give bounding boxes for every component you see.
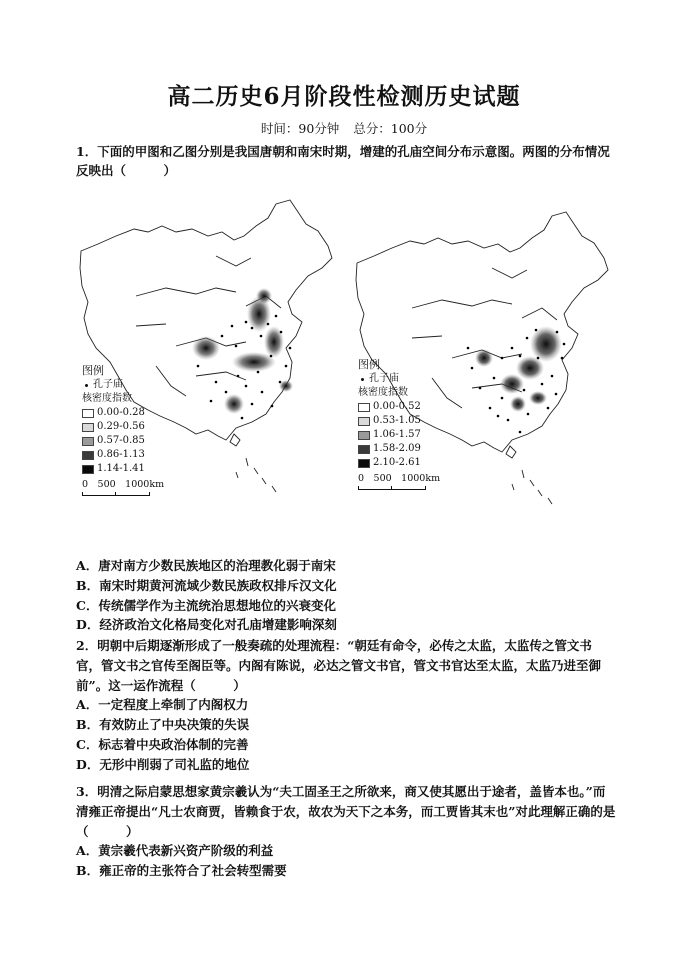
legend-left-index-title: 核密度指数: [82, 393, 132, 404]
legend-right-range: 2.10-2.61: [358, 456, 440, 470]
q1-option-b: B．南宋时期黄河流域少数民族政权排斥汉文化: [76, 577, 337, 593]
scale-bar-left-label: 0 500 1000km: [82, 479, 165, 490]
page-title: 高二历史6月阶段性检测历史试题: [167, 83, 521, 110]
legend-left-point: 孔子庙: [82, 378, 164, 392]
legend-left-range: 0.86-1.13: [82, 448, 164, 462]
q2-option-c: C．标志着中央政治体制的完善: [76, 736, 249, 752]
question-2: [76, 636, 616, 775]
legend-right-index-title: 核密度指数: [358, 387, 408, 398]
density-blobs-right: [475, 326, 562, 412]
exam-score: 总分：100分: [353, 121, 428, 136]
exam-meta: [0, 119, 688, 137]
legend-right: [358, 358, 440, 490]
q2-option-d: D．无形中削弱了司礼监的地位: [76, 756, 250, 772]
legend-left-range: 0.00-0.28: [82, 406, 164, 420]
legend-right-range: 1.06-1.57: [358, 428, 440, 442]
legend-left-range: 1.14-1.41: [82, 462, 164, 476]
legend-right-range: 0.53-1.05: [358, 414, 440, 428]
legend-left-range: 0.29-0.56: [82, 420, 164, 434]
scale-bar-left: [82, 478, 164, 496]
legend-right-range: 1.58-2.09: [358, 442, 440, 456]
q2-option-b: B．有效防止了中央决策的失误: [76, 717, 250, 733]
question-1-options: [76, 556, 616, 635]
q3-option-b: B．雍正帝的主张符合了社会转型需要: [76, 863, 287, 879]
q1-option-a: A．唐对南方少数民族地区的治理教化弱于南宋: [76, 558, 336, 573]
question-1-stem: 1．下面的甲图和乙图分别是我国唐朝和南宋时期，增建的孔庙空间分布示意图。两图的分布情况反映出（ ）: [76, 144, 610, 178]
legend-right-point: 孔子庙: [358, 372, 440, 386]
density-blobs-left: [192, 288, 293, 414]
legend-left-range: 0.57-0.85: [82, 434, 164, 448]
q1-option-c: C．传统儒学作为主流统治思想地位的兴衰变化: [76, 597, 336, 613]
question-2-stem: 2．明朝中后期逐渐形成了一般奏疏的处理流程：“朝廷有命令，必传之太监，太监传之管文书官，管文书之官传至阁臣等。内阁有陈说，必达之管文书官，管文书官达至太监，太监乃进至御前”。这一运作流程（ ）: [76, 638, 602, 693]
scale-bar-right: [358, 472, 440, 490]
q2-option-a: A．一定程度上牵制了内阁权力: [76, 697, 249, 713]
q1-option-d: D．经济政治文化格局变化对孔庙增建影响深刻: [76, 617, 337, 633]
question-3: [76, 782, 616, 881]
scale-bar-right-label: 0 500 1000km: [358, 473, 441, 484]
legend-left-title: 图例: [82, 364, 104, 377]
legend-right-title: 图例: [358, 358, 380, 371]
figure-maps: [76, 196, 616, 532]
legend-right-range: 0.00-0.52: [358, 400, 440, 414]
legend-left: [82, 364, 164, 496]
exam-time: 时间：90分钟: [260, 121, 340, 136]
q3-option-a: A．黄宗羲代表新兴资产阶级的利益: [76, 843, 274, 859]
question-3-stem: 3．明清之际启蒙思想家黄宗羲认为“夫工固圣王之所欲来，商又使其愿出于途者，盖皆本也。”而清雍正帝提出“凡士农商贾，皆赖食于农，故农为天下之本务，而工贾皆其末也”对此理解正确的是（ ）: [76, 784, 616, 839]
